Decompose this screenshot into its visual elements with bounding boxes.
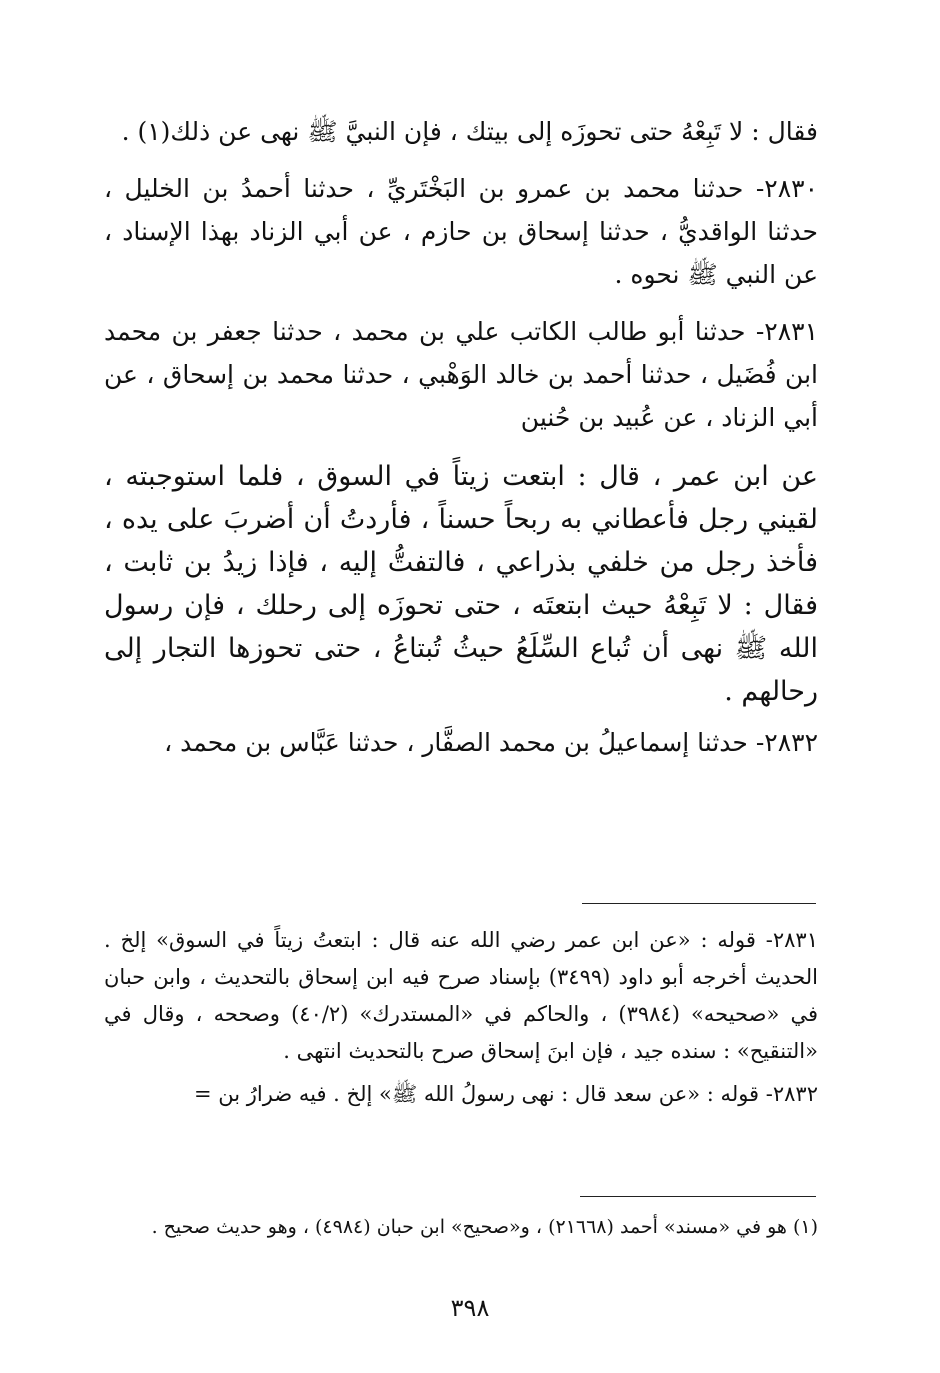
hadith-2832-isnad: ٢٨٣٢- حدثنا إسماعيلُ بن محمد الصفَّار ، حدثنا عَبَّاس بن محمد ، [164,728,818,757]
commentary-2831: ٢٨٣١- قوله : «عن ابن عمر رضي الله عنه قال : ابتعتُ زيتاً في السوق» إلخ . الحديث أخرجه أبو داود (٣٤٩٩) بإسناد صرح فيه ابن إسحاق بالتحديث ، وابن حبان في «صحيحه» (٣٩٨٤) ، والحاكم في «المستدرك» (٤٠/٢) وصححه ، وقال في «التنقيح» : سنده جيد ، فإن ابنَ إسحاق صرح بالتحديث انتهى . [104,928,818,1063]
page-number: ٣٩٨ [450,1294,490,1322]
main-paragraph-continuation: فقال : لا تَبِعْهُ حتى تحوزَه إلى بيتك ، فإن النبيَّ ﷺ نهى عن ذلك(١) . [121,117,818,146]
footnote-divider [580,1196,816,1197]
footnote-1: (١) هو في «مسند» أحمد (٢١٦٦٨) ، و«صحيح» ابن حبان (٤٩٨٤) ، وهو حديث صحيح . [151,1216,818,1238]
hadith-2830: ٢٨٣٠- حدثنا محمد بن عمرو بن البَخْتَريِّ ، حدثنا أحمدُ بن الخليل ، حدثنا الواقديُّ ، حدثنا إسحاق بن حازم ، عن أبي الزناد بهذا الإسناد ، عن النبي ﷺ نحوه . [104,174,818,289]
commentary-divider [582,903,816,904]
commentary-2832: ٢٨٣٢- قوله : «عن سعد قال : نهى رسولُ الله ﷺ» إلخ . فيه ضرارُ بن = [194,1082,818,1106]
commentary-section [104,922,818,1113]
main-text [104,110,818,764]
footnotes-section [104,1210,818,1244]
hadith-matn-block [104,455,818,764]
hadith-2831-matn: عن ابن عمر ، قال : ابتعت زيتاً في السوق ، فلما استوجبته ، لقيني رجل فأعطاني به ربحاً حسناً ، فأردتُ أن أضربَ على يده ، فأخذ رجل من خلفي بذراعي ، فالتفتُّ إليه ، فإذا زيدُ بن ثابت ، فقال : لا تَبِعْهُ حيث ابتعتَه ، حتى تحوزَه إلى رحلك ، فإن رسول الله ﷺ نهى أن تُباع السِّلَعُ حيثُ تُبتاعُ ، حتى تحوزها التجار إلى رحالهم . [104,461,818,707]
hadith-2831-isnad: ٢٨٣١- حدثنا أبو طالب الكاتب علي بن محمد ، حدثنا جعفر بن محمد ابن فُضَيل ، حدثنا أحمد بن خالد الوَهْبي ، حدثنا محمد بن إسحاق ، عن أبي الزناد ، عن عُبيد بن حُنين [104,317,818,432]
